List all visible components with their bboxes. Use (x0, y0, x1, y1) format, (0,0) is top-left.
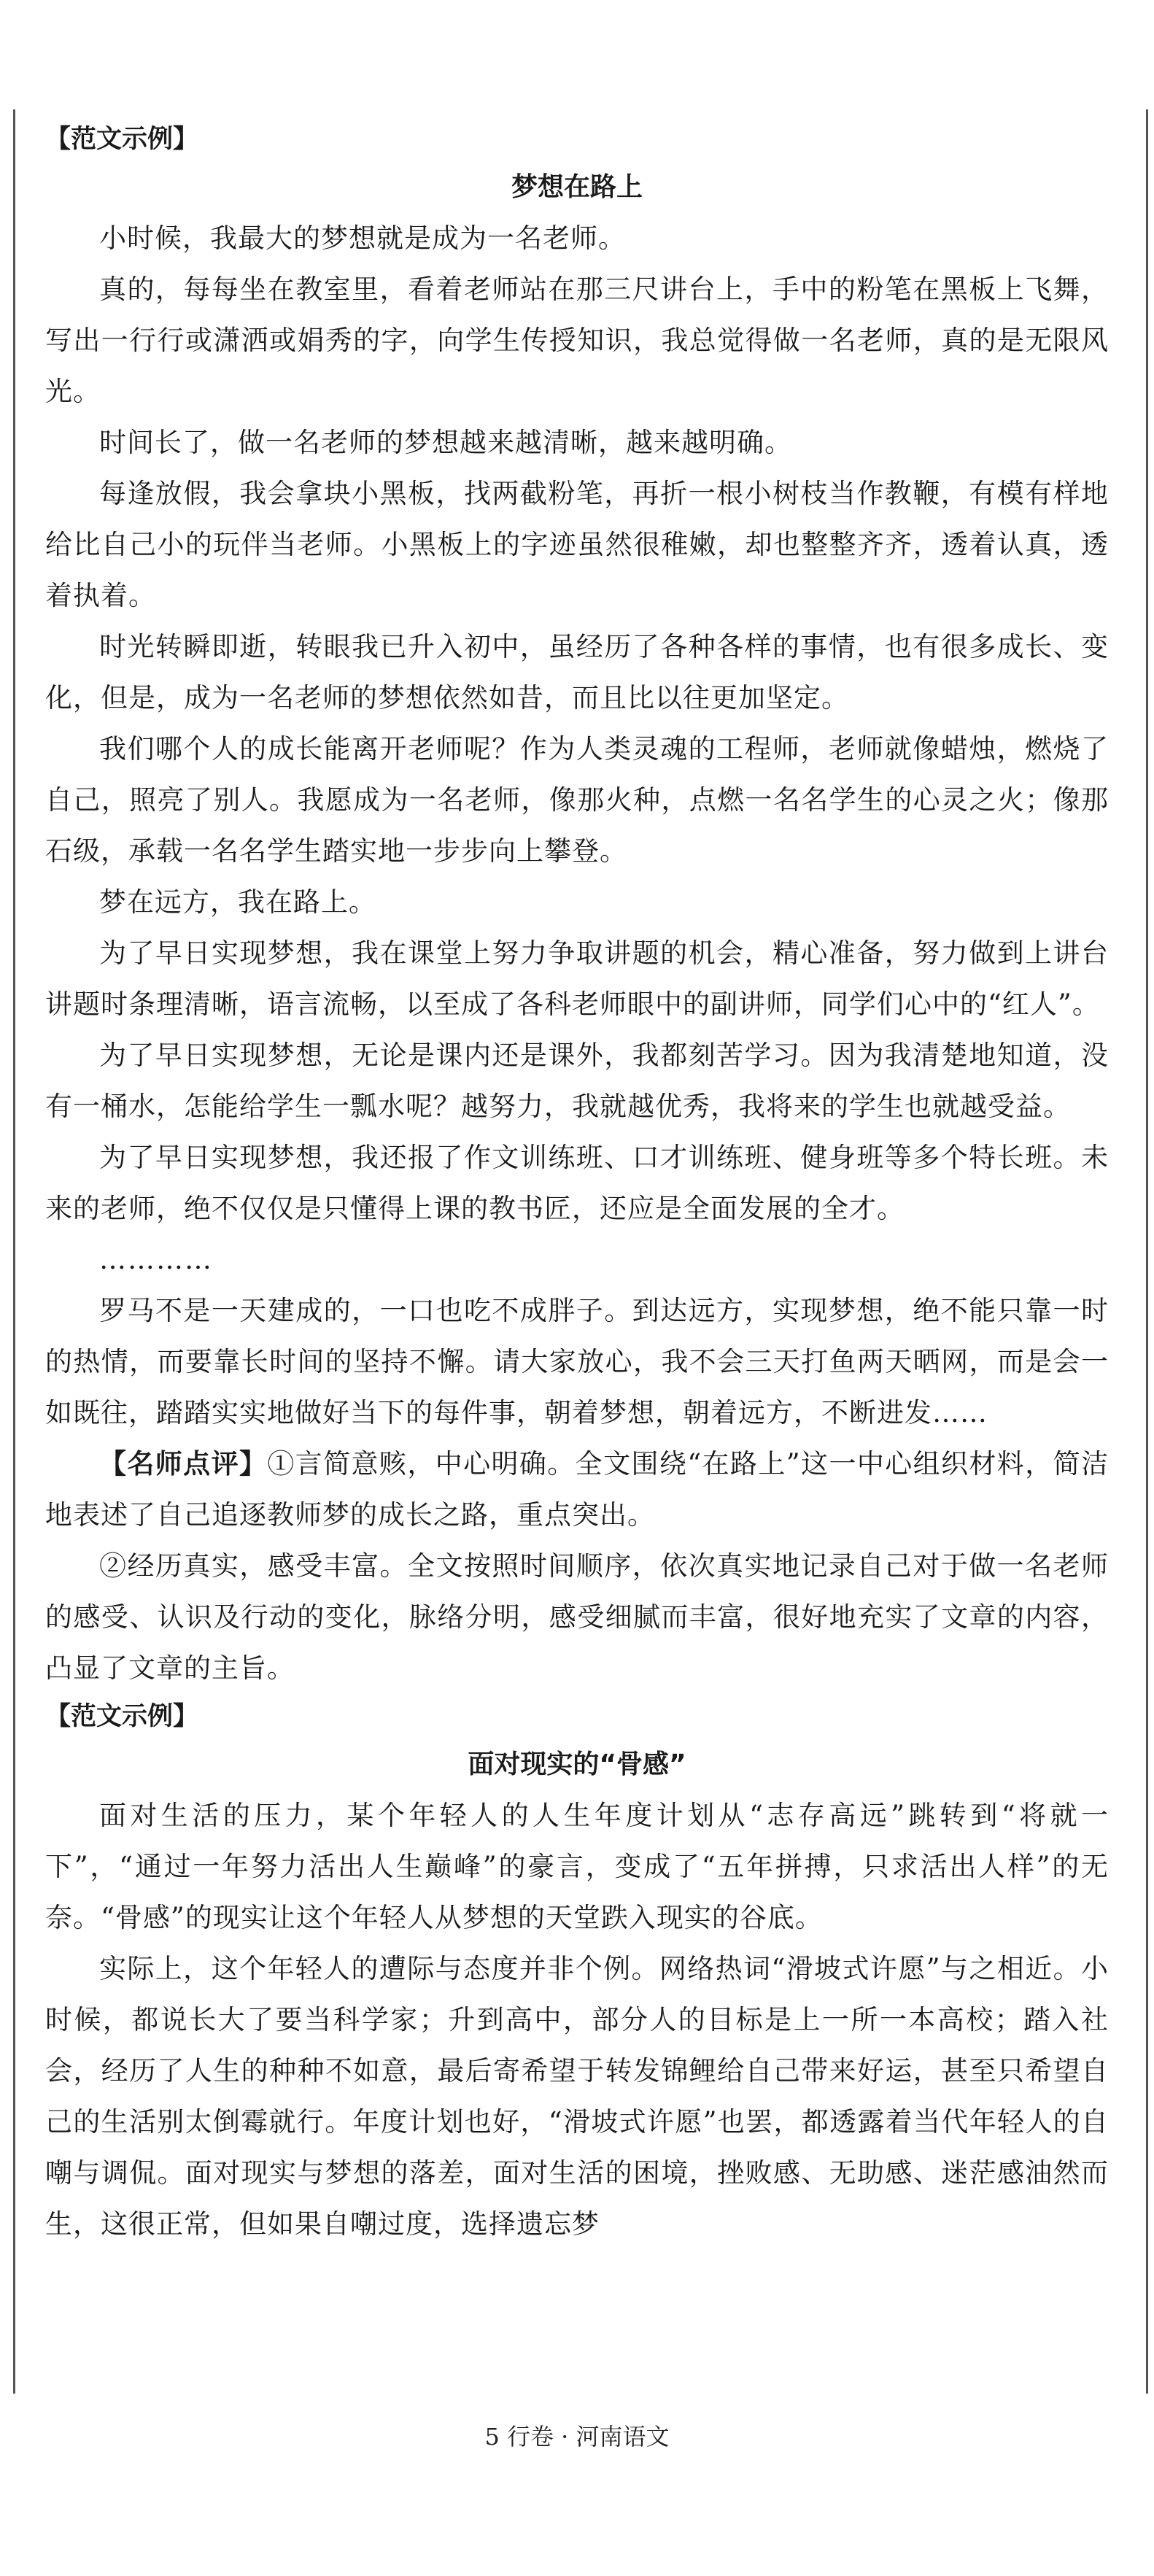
teacher-comment-1 (45, 1439, 1109, 1541)
teacher-comment-text: ①言简意赅，中心明确。全文围绕“在路上”这一中心组织材料，简洁地表述了自己追逐教师梦的成长之路，重点突出。 (45, 1448, 1109, 1531)
left-page-rule (13, 109, 15, 2394)
paragraph: 真的，每每坐在教室里，看着老师站在那三尺讲台上，手中的粉笔在黑板上飞舞，写出一行行或潇洒或娟秀的字，向学生传授知识，我总觉得做一名老师，真的是无限风光。 (45, 274, 1109, 407)
page-footer: 5 行卷 · 河南语文 (484, 2423, 670, 2451)
paragraph: 小时候，我最大的梦想就是成为一名老师。 (99, 223, 626, 254)
paragraph: 时间长了，做一名老师的梦想越来越清晰，越来越明确。 (99, 427, 792, 458)
paragraph: 我们哪个人的成长能离开老师呢？作为人类灵魂的工程师，老师就像蜡烛，燃烧了自己，照亮了别人。我愿成为一名老师，像那火种，点燃一名名学生的心灵之火；像那石级，承载一名名学生踏实地一步步向上攀登。 (45, 733, 1109, 867)
paragraph: 梦在远方，我在路上。 (99, 886, 376, 918)
closing-paragraph: 罗马不是一天建成的，一口也吃不成胖子。到达远方，实现梦想，绝不能只靠一时的热情，而要靠长时间的坚持不懈。请大家放心，我不会三天打鱼两天晒网，而是会一如既往，踏踏实实地做好当下的每件事，朝着梦想，朝着远方，不断进发…… (45, 1295, 1109, 1428)
essay-title-1: 梦想在路上 (511, 172, 643, 202)
document-body (45, 117, 1109, 2250)
paragraph: 每逢放假，我会拿块小黑板，找两截粉笔，再折一根小树枝当作教鞭，有模有样地给比自己小的玩伴当老师。小黑板上的字迹虽然很稚嫩，却也整整齐齐，透着认真，透着执着。 (45, 478, 1109, 611)
section-tag-2: 【范文示例】 (45, 1702, 199, 1731)
essay-title-2: 面对现实的“骨感” (468, 1749, 686, 1779)
teacher-comment-2: ②经历真实，感受丰富。全文按照时间顺序，依次真实地记录自己对于做一名老师的感受、认识及行动的变化，脉络分明，感受细腻而丰富，很好地充实了文章的内容，凸显了文章的主旨。 (45, 1550, 1109, 1684)
paragraph: 为了早日实现梦想，无论是课内还是课外，我都刻苦学习。因为我清楚地知道，没有一桶水，怎能给学生一瓢水呢？越努力，我就越优秀，我将来的学生也就越受益。 (45, 1040, 1109, 1122)
paragraph: 时光转瞬即逝，转眼我已升入初中，虽经历了各种各样的事情，也有很多成长、变化，但是，成为一名老师的梦想依然如昔，而且比以往更加坚定。 (45, 631, 1109, 713)
paragraph: 实际上，这个年轻人的遭际与态度并非个例。网络热词“滑坡式许愿”与之相近。小时候，都说长大了要当科学家；升到高中，部分人的目标是上一所一本高校；踏入社会，经历了人生的种种不如意，最后寄希望于转发锦鲤给自己带来好运，甚至只希望自己的生活别太倒霉就行。年度计划也好，“滑坡式许愿”也罢，都透露着当代年轻人的自嘲与调侃。面对现实与梦想的落差，面对生活的困境，挫败感、无助感、迷茫感油然而生，这很正常，但如果自嘲过度，选择遗忘梦 (45, 1953, 1109, 2240)
paragraph: 为了早日实现梦想，我在课堂上努力争取讲题的机会，精心准备，努力做到上讲台讲题时条理清晰，语言流畅，以至成了各科老师眼中的副讲师，同学们心中的“红人”。 (45, 937, 1109, 1020)
section-tag-1: 【范文示例】 (45, 125, 199, 154)
ellipsis-line: ………… (99, 1244, 213, 1275)
paragraph: 面对生活的压力，某个年轻人的人生年度计划从“志存高远”跳转到“将就一下”，“通过一年努力活出人生巅峰”的豪言，变成了“五年拼搏，只求活出人样”的无奈。“骨感”的现实让这个年轻人从梦想的天堂跌入现实的谷底。 (45, 1800, 1109, 1933)
teacher-comment-label: 【名师点评】 (99, 1448, 268, 1480)
right-page-rule (1146, 109, 1148, 2394)
paragraph: 为了早日实现梦想，我还报了作文训练班、口才训练班、健身班等多个特长班。未来的老师，绝不仅仅是只懂得上课的教书匠，还应是全面发展的全才。 (45, 1142, 1109, 1224)
